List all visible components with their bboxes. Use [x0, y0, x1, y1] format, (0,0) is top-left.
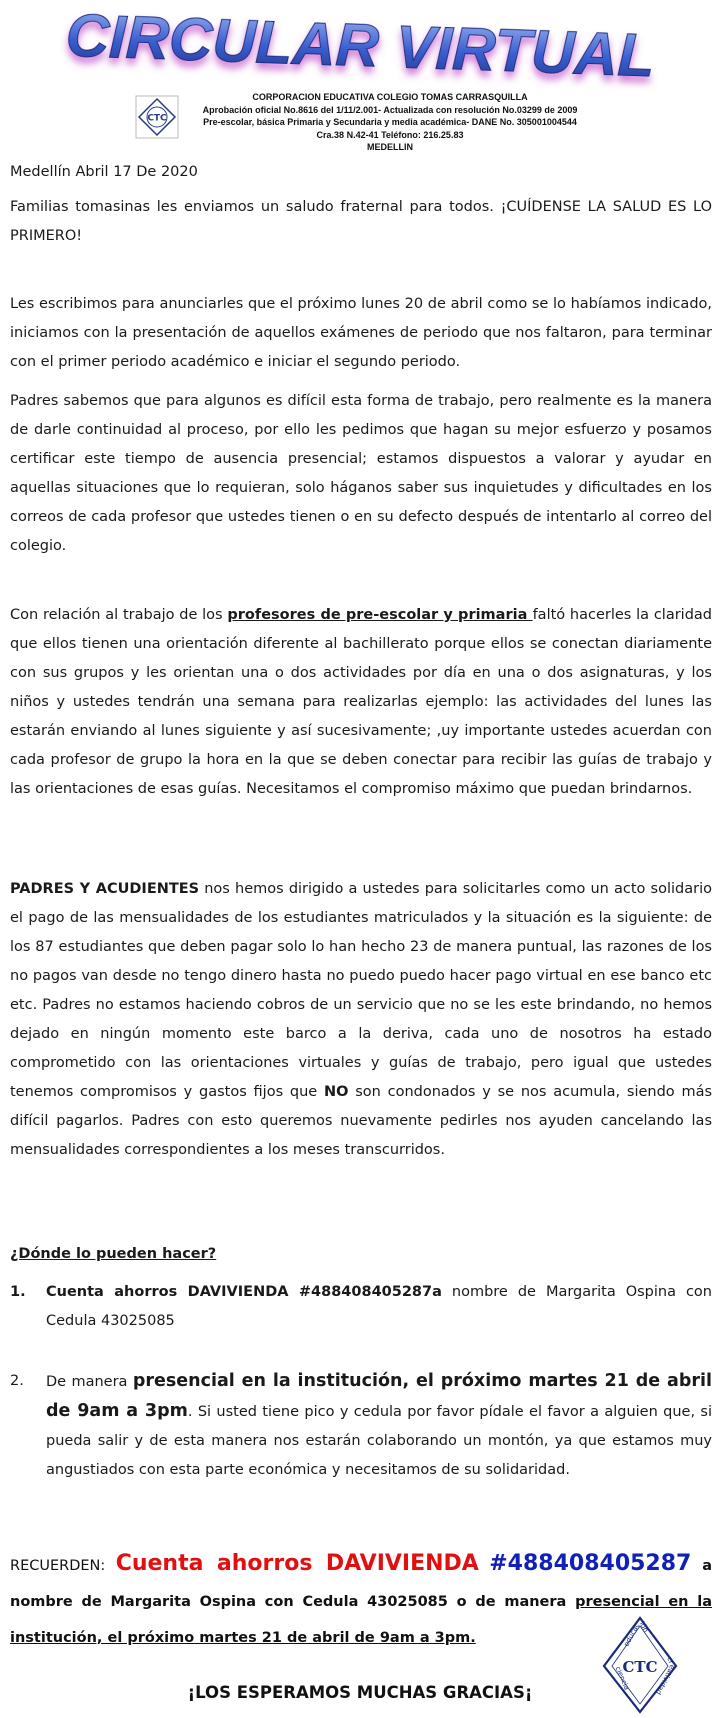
list-number: 2. [10, 1373, 24, 1389]
header-line: MEDELLIN [367, 142, 413, 153]
parents-paragraph: Padres sabemos que para algunos es difícil esta forma de trabajo, pero realmente es la manera de darle continuidad al proceso, por ello les pedimos que hagan su mejor esfuerzo y posamos certificar este tiempo de ausencia presencial; estamos dispuestos a valorar y ayudar en aquellas situaciones que lo requieran, solo háganos saber sus inquietudes y dificultades en los correos de cada profesor que ustedes tienen o en su defecto después de intentarlo al correo del colegio. [10, 393, 712, 554]
account-number-blue: #488408405287 [489, 1551, 692, 1576]
svg-text:ciencia: ciencia [613, 1665, 631, 1692]
circular-title [60, 0, 660, 95]
reminder-label: RECUERDEN: [10, 1558, 116, 1574]
reminder-underlined: presencial en la institución, el próximo martes 21 de abril de 9am a 3pm. [10, 1594, 713, 1646]
svg-text:educación: educación [622, 1620, 650, 1648]
reminder-paragraph: RECUERDEN: Cuenta ahorros DAVIVIENDA #488408405287 a nombre de Margarita Ospina con Cedula 43025085 o de manera presencial en la institución, el próximo martes 21 de abril de 9am a 3pm. [10, 1551, 713, 1646]
svg-text:creatividad: creatividad [653, 1655, 677, 1696]
svg-text:CTC: CTC [622, 1658, 658, 1676]
header-line: Pre-escolar, básica Primaria y Secundaria y media académica- DANE No. 305001004544 [203, 117, 577, 128]
circular-document: CIRCULAR VIRTUAL CTC CORPORACION EDUCATIVA COLEGIO TOMAS CARRASQUILLA Aprobación oficial No.8616 del 1/11/2.001- Actualizada con resolución No.03299 de 2009 Pre-escolar, básica Primaria y Secundaria y media académica- DANE No. 305001004544 Cra.38 N.42-41 Teléfono: 216.25.83 MEDELLIN Medellín Abril 17 De 2020 Familias tomasinas les enviamos un saludo fraternal para todos. ¡CUÍDENSE LA SALUD ES LO PRIMERO! Les escribimos para anunciarles que el próximo lunes 20 de abril como se lo habíamos indicado, iniciamos con la presentación de aquellos exámenes de periodo que nos faltaron, para terminar con el primer periodo académico e iniciar el segundo periodo. Padres sabemos que para algunos es difícil esta forma de trabajo, pero realmente es la manera de darle continuidad al proceso, por ello les pedimos que hagan su mejor esfuerzo y posamos certificar este tiempo de ausencia presencial; estamos dispuestos a valorar y ayudar en aquellas situaciones que lo requieran, solo háganos saber sus inquietudes y dificultades en los correos de cada profesor que ustedes tienen o en su defecto después de intentarlo al correo del colegio. Con relación al trabajo de los profesores de pre-escolar y primaria faltó hacerles la claridad que ellos tienen una orientación diferente al bachillerato porque ellos se conectan diariamente con sus grupos y les orientan una o dos actividades por día en una o dos asignaturas, y los niños y ustedes tendrán una semana para realizarlas ejemplo: las actividades del lunes las estarán enviando al lunes siguiente y así sucesivamente; ,uy importante ustedes acuerdan con cada profesor de grupo la hora en la que se deben conectar para recibir las guías de trabajo y las orientaciones de esas guías. Necesitamos el compromiso máximo que puedan brindarnos. PADRES Y ACUDIENTES nos hemos dirigido a ustedes para solicitarles como un acto solidario el pago de las mensualidades de los estudiantes matriculados y la situación es la siguiente: de los 87 estudiantes que deben pagar solo lo han hecho 23 de manera puntual, las razones de los no pagos van desde no tengo dinero hasta no puedo puedo hacer pago virtual en ese banco etc etc. Padres no estamos haciendo cobros de un servicio que no se les este brindando, no hemos dejado en ningún momento este barco a la deriva, cada uno de nosotros ha estado comprometido con las orientaciones virtuales y guías de trabajo, pero igual que ustedes tenemos compromisos y gastos fijos que NO son condonados y se nos acumula, siendo más difícil pagarlos. Padres con esto queremos nuevamente pedirles nos ayuden cancelando las mensualidades correspondientes a los meses transcurridos. ¿Dónde lo pueden hacer? 1. Cuenta ahorros DAVIVIENDA #488408405287a nombre de Margarita Ospina con Cedula 43025085 2. De manera presencial en la institución, el próximo martes 21 de abril de 9am a 3pm. Si usted tiene pico y cedula por favor pídale el favor a alguien que, si pueda salir y de esta manera nos estarán colaborando un montón, ya que estamos muy angustiados con esta parte económica y necesitamos de su solidaridad. RECUERDEN: Cuenta ahorros DAVIVIENDA #488408405287 a nombre de Margarita Ospina con Cedula 43025085 o de manera presencial en la institución, el próximo martes 21 de abril de 9am a 3pm. ¡LOS ESPERAMOS MUCHAS GRACIAS¡ CTC educación creatividad ciencia [0, 0, 720, 1716]
title-text: CIRCULAR VIRTUAL [64, 1, 656, 90]
payments-paragraph: PADRES Y ACUDIENTES nos hemos dirigido a ustedes para solicitarles como un acto solidario el pago de las mensualidades de los estudiantes matriculados y la situación es la siguiente: de los 87 estudiantes que deben pagar solo lo han hecho 23 de manera puntual, las razones de los no pagos van desde no tengo dinero hasta no puedo puedo hacer pago virtual en ese banco etc etc. Padres no estamos haciendo cobros de un servicio que no se les este brindando, no hemos dejado en ningún momento este barco a la deriva, cada uno de nosotros ha estado comprometido con las orientaciones virtuales y guías de trabajo, pero igual que ustedes tenemos compromisos y gastos fijos que NO son condonados y se nos acumula, siendo más difícil pagarlos. Padres con esto queremos nuevamente pedirles nos ayuden cancelando las mensualidades correspondientes a los meses transcurridos. [10, 881, 713, 1158]
title-wordart [60, 0, 660, 95]
where-heading: ¿Dónde lo pueden hacer? [10, 1246, 217, 1262]
school-logo [135, 95, 179, 139]
teachers-highlight: profesores de pre-escolar y primaria [227, 607, 533, 623]
header-line: Aprobación oficial No.8616 del 1/11/2.001- Actualizada con resolución No.03299 de 2009 [202, 104, 578, 115]
list-number: 1. [10, 1284, 26, 1300]
header-line: Cra.38 N.42-41 Teléfono: 216.25.83 [316, 129, 464, 140]
payments-lead: PADRES Y ACUDIENTES [10, 881, 200, 897]
exams-paragraph: Les escribimos para anunciarles que el próximo lunes 20 de abril como se lo habíamos indicado, iniciamos con la presentación de aquellos exámenes de periodo que nos faltaron, para terminar con el primer periodo académico e iniciar el segundo periodo. [10, 296, 712, 370]
account-red: Cuenta ahorros DAVIVIENDA [115, 1551, 479, 1576]
payments-no: NO [324, 1084, 349, 1100]
date-line: Medellín Abril 17 De 2020 [10, 164, 198, 180]
teachers-paragraph: Con relación al trabajo de los profesores de pre-escolar y primaria faltó hacerles la claridad que ellos tienen una orientación diferente al bachillerato porque ellos se conectan diariamente con sus grupos y les orientan una o dos actividades por día en una o dos asignaturas, y los niños y ustedes tendrán una semana para realizarlas ejemplo: las actividades del lunes las estarán enviando al lunes siguiente y así sucesivamente; ,uy importante ustedes acuerdan con cada profesor de grupo la hora en la que se deben conectar para recibir las guías de trabajo y las orientaciones de esas guías. Necesitamos el compromiso máximo que puedan brindarnos. [10, 607, 712, 797]
school-seal-icon [600, 1614, 680, 1714]
account-bold: Cuenta ahorros DAVIVIENDA #488408405287a [46, 1284, 442, 1300]
school-header-info [175, 91, 605, 154]
closing-line: ¡LOS ESPERAMOS MUCHAS GRACIAS¡ [187, 1683, 533, 1702]
greeting-paragraph: Familias tomasinas les enviamos un saludo fraternal para todos. ¡CUÍDENSE LA SALUD ES LO PRIMERO! [10, 199, 712, 244]
svg-text:CTC: CTC [147, 113, 167, 124]
header-line: CORPORACION EDUCATIVA COLEGIO TOMAS CARRASQUILLA [252, 92, 528, 102]
presencial-bold: presencial en la institución, el próximo martes 21 de abril de 9am a 3pm [46, 1371, 712, 1421]
